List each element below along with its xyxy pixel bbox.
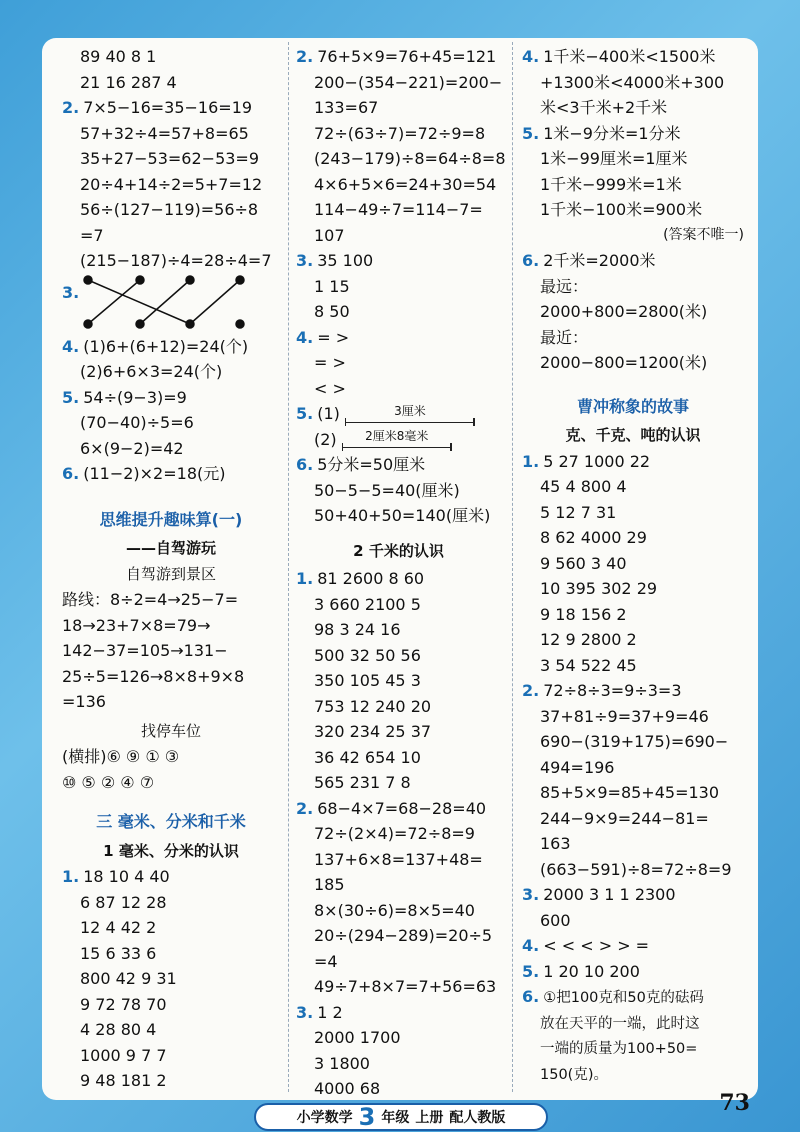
answer-line: 57+32÷4=57+8=65: [80, 123, 249, 143]
answer-line: 21 16 287 4: [80, 72, 177, 92]
answer-line: 56÷(127−119)=56÷8: [80, 200, 259, 219]
answer-line: 一端的质量为100+50=: [540, 1041, 698, 1057]
answer-line: 244−9×9=244−81=: [540, 808, 709, 828]
answer-note: (答案不唯一): [663, 226, 744, 243]
answer-line: 1000 9 7 7: [80, 1045, 167, 1065]
question-number: 4.: [522, 47, 540, 66]
answer-line: 12 4 42 2: [80, 918, 157, 937]
unit-heading: 三 毫米、分米和千米: [96, 812, 246, 831]
section-subheading: 找停车位: [140, 721, 201, 740]
question-number: 3.: [522, 885, 540, 904]
column-divider: [288, 42, 289, 1092]
answer-line: 690−(319+175)=690−: [540, 732, 729, 751]
answer-line: 72÷(63÷7)=72÷9=8: [314, 123, 486, 143]
answer-line: 9 72 78 70: [80, 994, 167, 1014]
answer-line: 放在天平的一端，此时这: [540, 1015, 700, 1032]
column-1: [62, 44, 280, 1094]
answer-line: 9 48 181 2: [80, 1071, 167, 1090]
answer-line: (663−591)÷8=72÷8=9: [540, 859, 732, 879]
answer-line: 500 32 50 56: [314, 645, 421, 665]
answer-line: 50−5−5=40(厘米): [314, 480, 460, 500]
question-number: 5.: [62, 387, 80, 407]
answer-line: (70−40)÷5=6: [80, 413, 194, 432]
answer-line: (2): [314, 429, 337, 449]
answer-line: 20÷(294−289)=20÷5: [314, 926, 493, 945]
question-number: 2.: [296, 47, 314, 66]
answer-line: 98 3 24 16: [314, 620, 401, 639]
answer-line: 2000+800=2800(米): [540, 302, 708, 321]
answer-line: 50+40+50=140(厘米): [314, 506, 491, 525]
answer-line: 565 231 7 8: [314, 773, 411, 792]
lesson-heading: 2 千米的认识: [353, 541, 444, 560]
question-number: 2.: [62, 98, 80, 117]
answer-line: 1米−9分米=1分米: [543, 123, 681, 143]
matching-diagram: [62, 274, 280, 334]
answer-line: 3 54 522 45: [540, 655, 637, 675]
answer-line: 4 28 80 4: [80, 1020, 157, 1039]
answer-line: 89 40 8 1: [80, 47, 157, 66]
answer-line: (2)6+6×3=24(个): [80, 362, 223, 381]
answer-line: 18 10 4 40: [83, 867, 170, 886]
answer-line: 15 6 33 6: [80, 943, 157, 963]
answer-line: 4×6+5×6=24+30=54: [314, 174, 497, 194]
answer-line: < >: [314, 378, 346, 398]
answer-line: 200−(354−221)=200−: [314, 72, 503, 92]
answer-line: +1300米<4000米+300: [540, 72, 725, 92]
answer-line: 米<3千米+2千米: [540, 98, 668, 117]
answer-line: < < < > > =: [543, 936, 650, 955]
answer-line: 最近：: [540, 327, 589, 347]
answer-line: 6 87 12 28: [80, 892, 167, 912]
footer-volume: 上册: [415, 1110, 444, 1126]
answer-line: 107: [314, 225, 345, 245]
answer-line: 路线：8÷2=4→25−7=: [62, 590, 239, 609]
answer-line: 800 42 9 31: [80, 969, 177, 988]
line-segment: [342, 430, 452, 450]
answer-line: 494=196: [540, 757, 615, 777]
answer-line: 35+27−53=62−53=9: [80, 149, 260, 168]
answer-line: 5 27 1000 22: [543, 451, 651, 471]
question-number: 4.: [296, 327, 314, 347]
answer-line: 150(克)。: [540, 1066, 608, 1083]
answer-line: 72÷(2×4)=72÷8=9: [314, 824, 475, 843]
section-heading: 曹冲称象的故事: [576, 396, 689, 416]
answer-line: 5 12 7 31: [540, 502, 617, 522]
answer-line: 36 42 654 10: [314, 747, 421, 767]
answer-line: 4000 68: [314, 1079, 381, 1098]
segment-label: 2厘米8毫米: [365, 429, 429, 443]
question-number: 5.: [522, 961, 540, 981]
answer-line: 163: [540, 834, 571, 853]
question-number: 6.: [62, 464, 80, 483]
answer-line: 20÷4+14÷2=5+7=12: [80, 174, 263, 194]
answer-line: 7×5−16=35−16=19: [83, 98, 253, 117]
answer-line: (243−179)÷8=64÷8=8: [314, 149, 506, 168]
answer-line: 6×(9−2)=42: [80, 438, 184, 458]
answer-line: 54÷(9−3)=9: [83, 387, 187, 407]
segment-label: 3厘米: [394, 403, 426, 418]
answer-line: 114−49÷7=114−7=: [314, 200, 483, 219]
lesson-heading: 克、千克、吨的认识: [565, 426, 701, 444]
answer-line: 1 20 10 200: [543, 961, 640, 981]
answer-line: =7: [80, 225, 104, 245]
question-number: 5.: [522, 123, 540, 143]
answer-line: 10 395 302 29: [540, 579, 658, 598]
answer-line: = >: [314, 353, 346, 372]
answer-line: =136: [62, 692, 106, 711]
matching-lines: [80, 274, 280, 334]
lesson-heading: 1 毫米、分米的认识: [103, 841, 239, 860]
answer-line: 133=67: [314, 98, 379, 117]
answer-line: 1千米−100米=900米: [540, 200, 703, 219]
answer-line: 1米−99厘米=1厘米: [540, 149, 688, 168]
answer-line: 1 15: [314, 276, 350, 296]
answer-line: 68−4×7=68−28=40: [317, 798, 487, 818]
answer-line: 1千米−999米=1米: [540, 174, 682, 194]
book-footer: [254, 1103, 548, 1131]
section-subheading: 自驾游到景区: [125, 564, 216, 583]
answer-line: 1 2: [317, 1002, 343, 1022]
question-number: 1.: [522, 451, 540, 471]
question-number: 4.: [522, 936, 540, 955]
answer-line: (1): [317, 404, 340, 423]
answer-line: 1千米−400米<1500米: [543, 47, 716, 66]
answer-line: 72÷8÷3=9÷3=3: [543, 681, 682, 700]
answer-line: 8 50: [314, 302, 350, 321]
question-number: 2.: [522, 681, 540, 700]
answer-line: 3 660 2100 5: [314, 594, 421, 614]
answer-line: 2000−800=1200(米): [540, 353, 708, 372]
question-number: 3.: [62, 282, 80, 302]
answer-line: 600: [540, 910, 571, 930]
column-2: [296, 44, 506, 1102]
answer-line: 8×(30÷6)=8×5=40: [314, 900, 475, 920]
question-number: 2.: [296, 798, 314, 818]
answer-line: (11−2)×2=18(元): [83, 464, 226, 483]
footer-grade: 年级: [381, 1110, 410, 1126]
answer-line: 9 560 3 40: [540, 553, 627, 573]
line-segment: [345, 405, 475, 425]
answer-line: 35 100: [317, 251, 374, 270]
answer-line: 320 234 25 37: [314, 722, 432, 741]
answer-line: 137+6×8=137+48=: [314, 849, 483, 869]
footer-edition: 配人教版: [449, 1110, 506, 1126]
question-number: 5.: [296, 404, 314, 423]
question-number: 3.: [296, 1002, 314, 1022]
answer-line: 3 1800: [314, 1053, 370, 1073]
question-number: 6.: [296, 455, 314, 474]
page-number: 73: [719, 1090, 750, 1116]
answer-line: 49÷7+8×7=7+56=63: [314, 977, 497, 996]
answer-line: ①把100克和50克的砝码: [543, 990, 704, 1006]
answer-line: 2千米=2000米: [543, 251, 656, 270]
answer-line: ⑩ ⑤ ② ④ ⑦: [62, 772, 155, 792]
answer-line: 185: [314, 875, 345, 894]
answer-line: 753 12 240 20: [314, 696, 432, 716]
section-heading: 思维提升趣味算(一): [99, 509, 243, 529]
answer-line: 81 2600 8 60: [317, 569, 425, 588]
answer-line: 142−37=105→131−: [62, 641, 228, 660]
section-subheading: ——自驾游玩: [125, 539, 216, 557]
answer-line: 5分米=50厘米: [317, 455, 426, 474]
answer-line: 350 105 45 3: [314, 671, 421, 690]
answer-line: 最远：: [540, 276, 589, 296]
footer-subject: 小学数学: [296, 1110, 353, 1126]
answer-line: 8 62 4000 29: [540, 528, 647, 547]
question-number: 6.: [522, 987, 540, 1006]
question-number: 4.: [62, 336, 80, 356]
answer-line: 9 18 156 2: [540, 604, 627, 624]
answer-line: =4: [314, 951, 338, 971]
answer-line: 2000 3 1 1 2300: [543, 885, 676, 904]
answer-line: (215−187)÷4=28÷4=7: [80, 251, 272, 270]
answer-line: 18→23+7×8=79→: [62, 615, 211, 635]
answer-line: 25÷5=126→8×8+9×8: [62, 666, 245, 686]
answer-line: 45 4 800 4: [540, 477, 627, 496]
column-3: [522, 44, 744, 1088]
footer-grade-number: 3: [358, 1103, 376, 1131]
column-divider: [512, 42, 513, 1092]
answer-line: 2000 1700: [314, 1028, 401, 1047]
answer-line: = >: [317, 327, 350, 347]
answer-line: 12 9 2800 2: [540, 630, 637, 649]
question-number: 3.: [296, 251, 314, 270]
answer-line: 85+5×9=85+45=130: [540, 783, 720, 802]
answer-line: 76+5×9=76+45=121: [317, 47, 497, 66]
question-number: 6.: [522, 251, 540, 270]
answer-line: (横排)⑥ ⑨ ① ③: [62, 747, 180, 766]
question-number: 1.: [296, 569, 314, 588]
answer-line: 37+81÷9=37+9=46: [540, 706, 709, 726]
question-number: 1.: [62, 867, 80, 886]
answer-line: (1)6+(6+12)=24(个): [83, 336, 249, 356]
